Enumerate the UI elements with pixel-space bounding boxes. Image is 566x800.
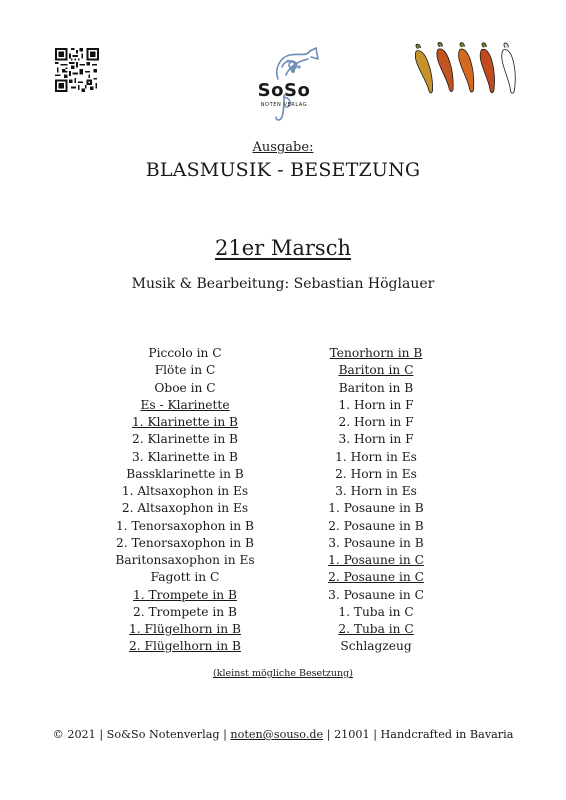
qr-code-icon (55, 48, 99, 92)
instrument-list-right (276, 345, 476, 656)
instrument-part: Flöte in C (154, 363, 216, 378)
instrument-part: 1. Trompete in B (133, 587, 237, 602)
instrument-list-left (85, 345, 285, 656)
instrument-part: Es - Klarinette (140, 397, 230, 412)
chili-peppers-difficulty-icon (405, 42, 525, 100)
instrument-part: 1. Posaune in C (328, 553, 424, 567)
edition-label: Ausgabe: (252, 140, 314, 155)
instrument-part: 3. Posaune in C (328, 587, 424, 602)
instrument-part: 3. Horn in Es (335, 484, 417, 498)
instrument-part: 1. Tuba in C (338, 604, 414, 619)
instrument-part: Piccolo in C (148, 346, 222, 360)
instrument-part: 3. Posaune in B (328, 535, 424, 550)
instrument-part: 3. Klarinette in B (131, 449, 239, 464)
instrument-part: 2. Posaune in B (328, 518, 424, 533)
instrument-part: Oboe in C (154, 380, 216, 395)
instrument-part: 2. Altsaxophon in Es (121, 501, 249, 516)
instrument-part: 1. Horn in Es (335, 449, 417, 464)
footer (0, 728, 566, 741)
minimum-ensemble-note: (kleinst mögliche Besetzung) (213, 668, 353, 679)
instrument-part: Bariton in C (338, 363, 414, 378)
instrument-part: 3. Horn in F (338, 432, 414, 447)
logo-sub-text: NOTEN VERLAG (260, 102, 308, 108)
instrument-part: 2. Trompete in B (133, 604, 237, 619)
instrument-part: Fagott in C (150, 570, 220, 585)
instrument-part: Bassklarinette in B (126, 466, 244, 481)
instrument-part: Bariton in B (338, 380, 414, 395)
instrument-part: 1. Altsaxophon in Es (121, 484, 249, 498)
instrument-part: 2. Tenorsaxophon in B (116, 535, 254, 550)
piece-title: 21er Marsch (215, 236, 351, 260)
instrument-part: 1. Klarinette in B (131, 415, 239, 429)
instrument-part: Tenorhorn in B (329, 346, 423, 360)
footer-details: | 21001 | Handcrafted in Bavaria (323, 728, 514, 741)
instrument-part: 1. Posaune in B (328, 501, 424, 516)
instrument-part: Baritonsaxophon in Es (115, 553, 255, 567)
instrument-part: 2. Horn in Es (335, 466, 417, 481)
instrument-part: 2. Horn in F (338, 415, 414, 429)
instrument-part: 2. Tuba in C (338, 622, 414, 636)
edition-title: BLASMUSIK - BESETZUNG (145, 159, 421, 181)
instrument-part: 1. Flügelhorn in B (129, 622, 241, 636)
footer-email-link[interactable]: noten@souso.de (230, 728, 324, 741)
instrument-part: 1. Horn in F (338, 397, 414, 412)
logo-main-text: SoSo (257, 80, 311, 101)
instrument-part: 2. Posaune in C (328, 570, 424, 585)
instrument-part: 2. Flügelhorn in B (129, 639, 241, 654)
instrument-part: 1. Tenorsaxophon in B (116, 518, 254, 533)
instrument-part: Schlagzeug (340, 639, 412, 654)
composer-credit: Musik & Bearbeitung: Sebastian Höglauer (131, 276, 435, 292)
instrument-part: 2. Klarinette in B (131, 432, 239, 447)
footer-copyright: © 2021 | So&So Notenverlag | (52, 728, 231, 741)
